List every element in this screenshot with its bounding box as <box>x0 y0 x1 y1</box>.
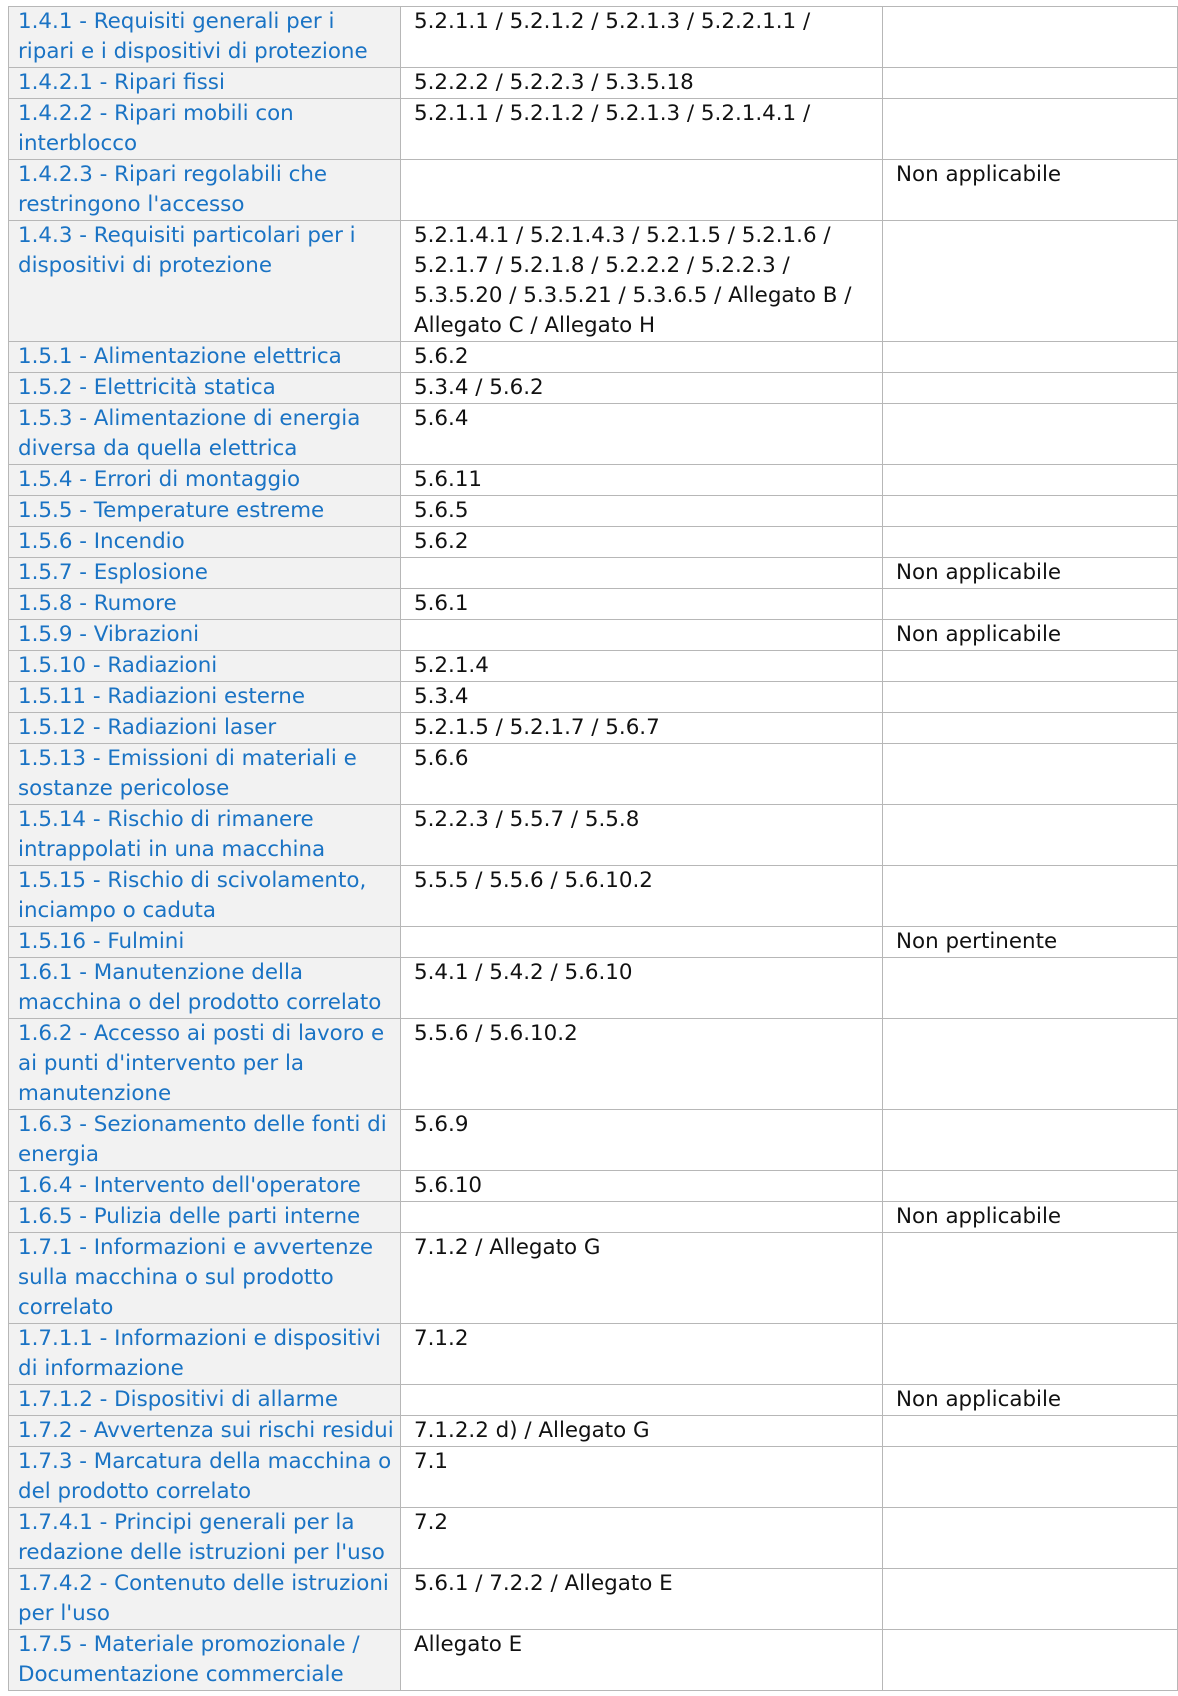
table-row <box>9 1508 1178 1569</box>
table-row <box>9 221 1178 342</box>
table-row <box>9 1233 1178 1324</box>
table-row <box>9 558 1178 589</box>
references-cell: 7.1.2.2 d) / Allegato G <box>401 1416 883 1447</box>
applicability-cell <box>883 221 1178 342</box>
references-cell: 5.6.9 <box>401 1110 883 1171</box>
requirement-cell[interactable]: 1.5.6 - Incendio <box>9 527 401 558</box>
applicability-cell <box>883 68 1178 99</box>
table-row <box>9 1110 1178 1171</box>
requirement-cell[interactable]: 1.4.2.3 - Ripari regolabili che restringono l'accesso <box>9 160 401 221</box>
references-cell: 5.6.4 <box>401 404 883 465</box>
table-row <box>9 465 1178 496</box>
requirement-cell[interactable]: 1.5.1 - Alimentazione elettrica <box>9 342 401 373</box>
references-cell <box>401 1385 883 1416</box>
table-row <box>9 160 1178 221</box>
references-cell: 5.4.1 / 5.4.2 / 5.6.10 <box>401 958 883 1019</box>
table-row <box>9 713 1178 744</box>
requirement-cell[interactable]: 1.5.5 - Temperature estreme <box>9 496 401 527</box>
references-cell: 5.6.5 <box>401 496 883 527</box>
references-cell: 5.5.5 / 5.5.6 / 5.6.10.2 <box>401 866 883 927</box>
requirement-cell[interactable]: 1.5.9 - Vibrazioni <box>9 620 401 651</box>
table-row <box>9 1324 1178 1385</box>
applicability-cell <box>883 1447 1178 1508</box>
table-row <box>9 620 1178 651</box>
applicability-cell <box>883 1508 1178 1569</box>
applicability-cell <box>883 373 1178 404</box>
table-row <box>9 1202 1178 1233</box>
applicability-cell <box>883 404 1178 465</box>
table-row <box>9 1019 1178 1110</box>
table-row <box>9 527 1178 558</box>
table-row <box>9 1447 1178 1508</box>
applicability-cell <box>883 744 1178 805</box>
requirement-cell[interactable]: 1.4.3 - Requisiti particolari per i dispositivi di protezione <box>9 221 401 342</box>
applicability-cell <box>883 805 1178 866</box>
table-row <box>9 958 1178 1019</box>
applicability-cell <box>883 1324 1178 1385</box>
references-cell: 5.2.2.3 / 5.5.7 / 5.5.8 <box>401 805 883 866</box>
references-cell: 5.2.1.1 / 5.2.1.2 / 5.2.1.3 / 5.2.1.4.1 / <box>401 99 883 160</box>
applicability-cell <box>883 1630 1178 1691</box>
applicability-cell <box>883 1569 1178 1630</box>
references-cell: 5.2.2.2 / 5.2.2.3 / 5.3.5.18 <box>401 68 883 99</box>
requirement-cell[interactable]: 1.4.2.1 - Ripari fissi <box>9 68 401 99</box>
requirement-cell[interactable]: 1.6.4 - Intervento dell'operatore <box>9 1171 401 1202</box>
table-row <box>9 68 1178 99</box>
table-row <box>9 342 1178 373</box>
references-cell: 5.6.11 <box>401 465 883 496</box>
table-row <box>9 589 1178 620</box>
table-row <box>9 373 1178 404</box>
table-row <box>9 744 1178 805</box>
references-cell: 5.6.2 <box>401 527 883 558</box>
requirement-cell[interactable]: 1.5.11 - Radiazioni esterne <box>9 682 401 713</box>
table-row <box>9 404 1178 465</box>
requirement-cell[interactable]: 1.5.8 - Rumore <box>9 589 401 620</box>
applicability-cell: Non applicabile <box>883 620 1178 651</box>
references-cell <box>401 620 883 651</box>
requirement-cell[interactable]: 1.5.7 - Esplosione <box>9 558 401 589</box>
table-row <box>9 1171 1178 1202</box>
requirement-cell[interactable]: 1.7.2 - Avvertenza sui rischi residui <box>9 1416 401 1447</box>
requirement-cell[interactable]: 1.5.10 - Radiazioni <box>9 651 401 682</box>
requirement-cell[interactable]: 1.5.12 - Radiazioni laser <box>9 713 401 744</box>
references-cell <box>401 558 883 589</box>
requirement-cell[interactable]: 1.5.14 - Rischio di rimanere intrappolati in una macchina <box>9 805 401 866</box>
applicability-cell <box>883 7 1178 68</box>
applicability-cell <box>883 713 1178 744</box>
table-row <box>9 1630 1178 1691</box>
table-row <box>9 866 1178 927</box>
requirement-cell[interactable]: 1.5.15 - Rischio di scivolamento, inciampo o caduta <box>9 866 401 927</box>
applicability-cell <box>883 589 1178 620</box>
table-row <box>9 651 1178 682</box>
applicability-cell <box>883 682 1178 713</box>
requirements-table <box>8 6 1178 1691</box>
applicability-cell <box>883 1233 1178 1324</box>
applicability-cell <box>883 1019 1178 1110</box>
table-row <box>9 1416 1178 1447</box>
requirement-cell[interactable]: 1.6.5 - Pulizia delle parti interne <box>9 1202 401 1233</box>
requirement-cell[interactable]: 1.7.4.2 - Contenuto delle istruzioni per l'uso <box>9 1569 401 1630</box>
applicability-cell: Non applicabile <box>883 1202 1178 1233</box>
table-row <box>9 682 1178 713</box>
references-cell: 5.2.1.4 <box>401 651 883 682</box>
applicability-cell <box>883 1110 1178 1171</box>
requirement-cell[interactable]: 1.5.3 - Alimentazione di energia diversa da quella elettrica <box>9 404 401 465</box>
requirement-cell[interactable]: 1.6.1 - Manutenzione della macchina o del prodotto correlato <box>9 958 401 1019</box>
references-cell: 5.2.1.4.1 / 5.2.1.4.3 / 5.2.1.5 / 5.2.1.6 / 5.2.1.7 / 5.2.1.8 / 5.2.2.2 / 5.2.2.3 / 5.3.5.20 / 5.3.5.21 / 5.3.6.5 / Allegato B / Allegato C / Allegato H <box>401 221 883 342</box>
applicability-cell <box>883 958 1178 1019</box>
references-cell: 7.1.2 / Allegato G <box>401 1233 883 1324</box>
requirement-cell[interactable]: 1.7.3 - Marcatura della macchina o del prodotto correlato <box>9 1447 401 1508</box>
requirement-cell[interactable]: 1.5.4 - Errori di montaggio <box>9 465 401 496</box>
references-cell: 5.3.4 <box>401 682 883 713</box>
references-cell: 5.6.6 <box>401 744 883 805</box>
requirement-cell[interactable]: 1.6.2 - Accesso ai posti di lavoro e ai punti d'intervento per la manutenzione <box>9 1019 401 1110</box>
references-cell <box>401 160 883 221</box>
references-cell: 5.2.1.5 / 5.2.1.7 / 5.6.7 <box>401 713 883 744</box>
references-cell: 5.5.6 / 5.6.10.2 <box>401 1019 883 1110</box>
references-cell: 5.3.4 / 5.6.2 <box>401 373 883 404</box>
requirement-cell[interactable]: 1.6.3 - Sezionamento delle fonti di energia <box>9 1110 401 1171</box>
table-row <box>9 1385 1178 1416</box>
references-cell: 5.2.1.1 / 5.2.1.2 / 5.2.1.3 / 5.2.2.1.1 / <box>401 7 883 68</box>
applicability-cell: Non applicabile <box>883 160 1178 221</box>
references-cell: Allegato E <box>401 1630 883 1691</box>
requirement-cell[interactable]: 1.5.13 - Emissioni di materiali e sostanze pericolose <box>9 744 401 805</box>
applicability-cell <box>883 651 1178 682</box>
applicability-cell <box>883 866 1178 927</box>
references-cell: 5.6.1 <box>401 589 883 620</box>
applicability-cell <box>883 342 1178 373</box>
applicability-cell <box>883 496 1178 527</box>
applicability-cell: Non pertinente <box>883 927 1178 958</box>
references-cell: 5.6.1 / 7.2.2 / Allegato E <box>401 1569 883 1630</box>
applicability-cell <box>883 465 1178 496</box>
requirement-cell[interactable]: 1.5.2 - Elettricità statica <box>9 373 401 404</box>
references-cell <box>401 1202 883 1233</box>
applicability-cell: Non applicabile <box>883 1385 1178 1416</box>
table-row <box>9 7 1178 68</box>
table-row <box>9 496 1178 527</box>
applicability-cell <box>883 1416 1178 1447</box>
references-cell: 7.1 <box>401 1447 883 1508</box>
applicability-cell: Non applicabile <box>883 558 1178 589</box>
requirement-cell[interactable]: 1.4.1 - Requisiti generali per i ripari e i dispositivi di protezione <box>9 7 401 68</box>
applicability-cell <box>883 527 1178 558</box>
requirement-cell[interactable]: 1.7.1 - Informazioni e avvertenze sulla macchina o sul prodotto correlato <box>9 1233 401 1324</box>
references-cell <box>401 927 883 958</box>
applicability-cell <box>883 99 1178 160</box>
requirement-cell[interactable]: 1.7.4.1 - Principi generali per la redazione delle istruzioni per l'uso <box>9 1508 401 1569</box>
requirement-cell[interactable]: 1.7.5 - Materiale promozionale / Documentazione commerciale <box>9 1630 401 1691</box>
table-row <box>9 805 1178 866</box>
applicability-cell <box>883 1171 1178 1202</box>
references-cell: 5.6.10 <box>401 1171 883 1202</box>
references-cell: 7.1.2 <box>401 1324 883 1385</box>
references-cell: 5.6.2 <box>401 342 883 373</box>
table-row <box>9 927 1178 958</box>
requirement-cell[interactable]: 1.7.1.1 - Informazioni e dispositivi di informazione <box>9 1324 401 1385</box>
table-row <box>9 1569 1178 1630</box>
requirement-cell[interactable]: 1.7.1.2 - Dispositivi di allarme <box>9 1385 401 1416</box>
table-row <box>9 99 1178 160</box>
references-cell: 7.2 <box>401 1508 883 1569</box>
requirement-cell[interactable]: 1.5.16 - Fulmini <box>9 927 401 958</box>
requirement-cell[interactable]: 1.4.2.2 - Ripari mobili con interblocco <box>9 99 401 160</box>
